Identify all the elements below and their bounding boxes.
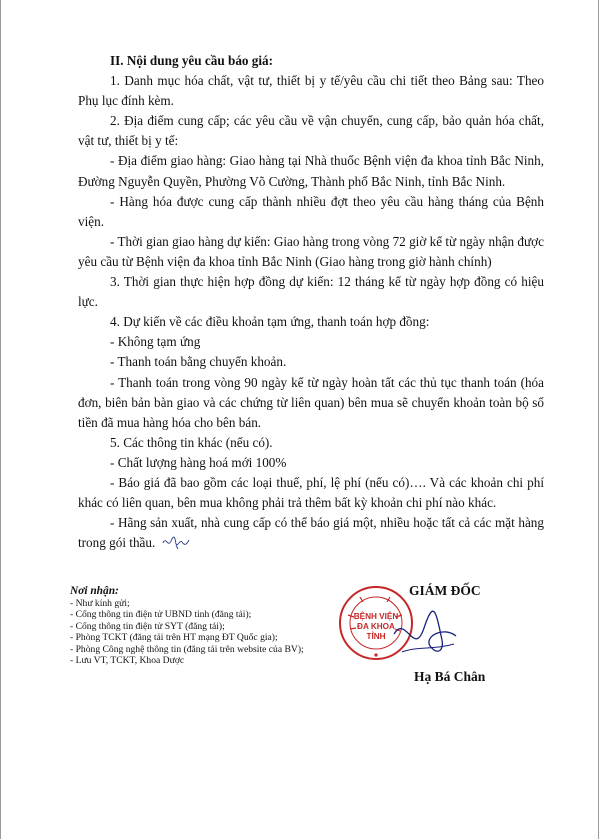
- director-title: GIÁM ĐỐC: [409, 583, 481, 598]
- paragraph: - Thời gian giao hàng dự kiến: Giao hàng trong vòng 72 giờ kể từ ngày nhận được yêu cầu từ Bệnh viện đa khoa tỉnh Bắc Ninh (Giao hàng trong giờ hành chính): [78, 233, 544, 269]
- paragraph: 1. Danh mục hóa chất, vật tư, thiết bị y tế/yêu cầu chi tiết theo Bảng sau: Theo Phụ lục đính kèm.: [78, 73, 544, 109]
- recipient-item: - Cổng thông tin điện tử SYT (đăng tải);: [70, 620, 225, 632]
- paragraph: 2. Địa điểm cung cấp; các yêu cầu về vận chuyển, cung cấp, bảo quản hóa chất, vật tư, thiết bị y tế:: [78, 113, 544, 149]
- paragraph: - Thanh toán trong vòng 90 ngày kể từ ngày hoàn tất các thủ tục thanh toán (hóa đơn, biên bản bàn giao và các chứng từ liên quan) bên mua sẽ chuyển khoản toàn bộ số tiền đã mua hàng hóa cho bên bán.: [78, 374, 544, 430]
- paragraph: - Chất lượng hàng hoá mới 100%: [110, 454, 287, 470]
- paragraph: 3. Thời gian thực hiện hợp đồng dự kiến: 12 tháng kể từ ngày hợp đồng có hiệu lực.: [78, 274, 544, 310]
- recipient-item: - Cổng thông tin điện tử UBND tỉnh (đăng tải);: [70, 609, 252, 621]
- recipient-item: - Phòng TCKT (đăng tải trên HT mạng ĐT Quốc gia);: [70, 632, 278, 644]
- director-name: Hạ Bá Chân: [414, 669, 486, 684]
- paragraph: - Không tạm ứng: [110, 334, 201, 350]
- handwritten-signature: [384, 606, 464, 666]
- recipient-item: - Như kính gửi;: [70, 598, 130, 609]
- paragraph: - Thanh toán bằng chuyển khoản.: [110, 354, 287, 370]
- seal-line: ĐA KHOA: [357, 622, 395, 632]
- initials-mark: [161, 534, 191, 550]
- seal-line: BỆNH VIỆN: [353, 612, 399, 621]
- recipients-block: [70, 584, 370, 666]
- paragraph: 5. Các thông tin khác (nếu có).: [110, 434, 273, 450]
- paragraph: 4. Dự kiến về các điều khoản tạm ứng, thanh toán hợp đồng:: [110, 314, 430, 330]
- paragraph: - Hàng hóa được cung cấp thành nhiều đợt theo yêu cầu hàng tháng của Bệnh viện.: [78, 193, 544, 229]
- section-heading: II. Nội dung yêu cầu báo giá:: [110, 53, 274, 68]
- recipients-title: Nơi nhận:: [70, 585, 119, 597]
- recipient-item: - Phòng Công nghệ thông tin (đăng tải trên website của BV);: [70, 643, 304, 655]
- paragraph-last: [78, 513, 544, 553]
- seal-line: TỈNH: [366, 632, 386, 642]
- paragraph: - Địa điểm giao hàng: Giao hàng tại Nhà thuốc Bệnh viện đa khoa tỉnh Bắc Ninh, Đường Nguyễn Quyền, Phường Võ Cường, Thành phố Bắc Ninh, tỉnh Bắc Ninh.: [78, 153, 544, 189]
- page-left-edge: [0, 0, 1, 839]
- paragraph: - Báo giá đã bao gồm các loại thuế, phí, lệ phí (nếu có)…. Và các khoản chi phí khác có liên quan, bên mua không phải trả thêm bất kỳ khoản chi phí nào khác.: [78, 474, 544, 511]
- recipient-item: - Lưu VT, TCKT, Khoa Dược: [70, 655, 185, 667]
- request-section: [78, 51, 544, 553]
- paragraph-text: - Hãng sản xuất, nhà cung cấp có thể báo giá một, nhiều hoặc tất cả các mặt hàng trong gói thầu.: [78, 515, 544, 551]
